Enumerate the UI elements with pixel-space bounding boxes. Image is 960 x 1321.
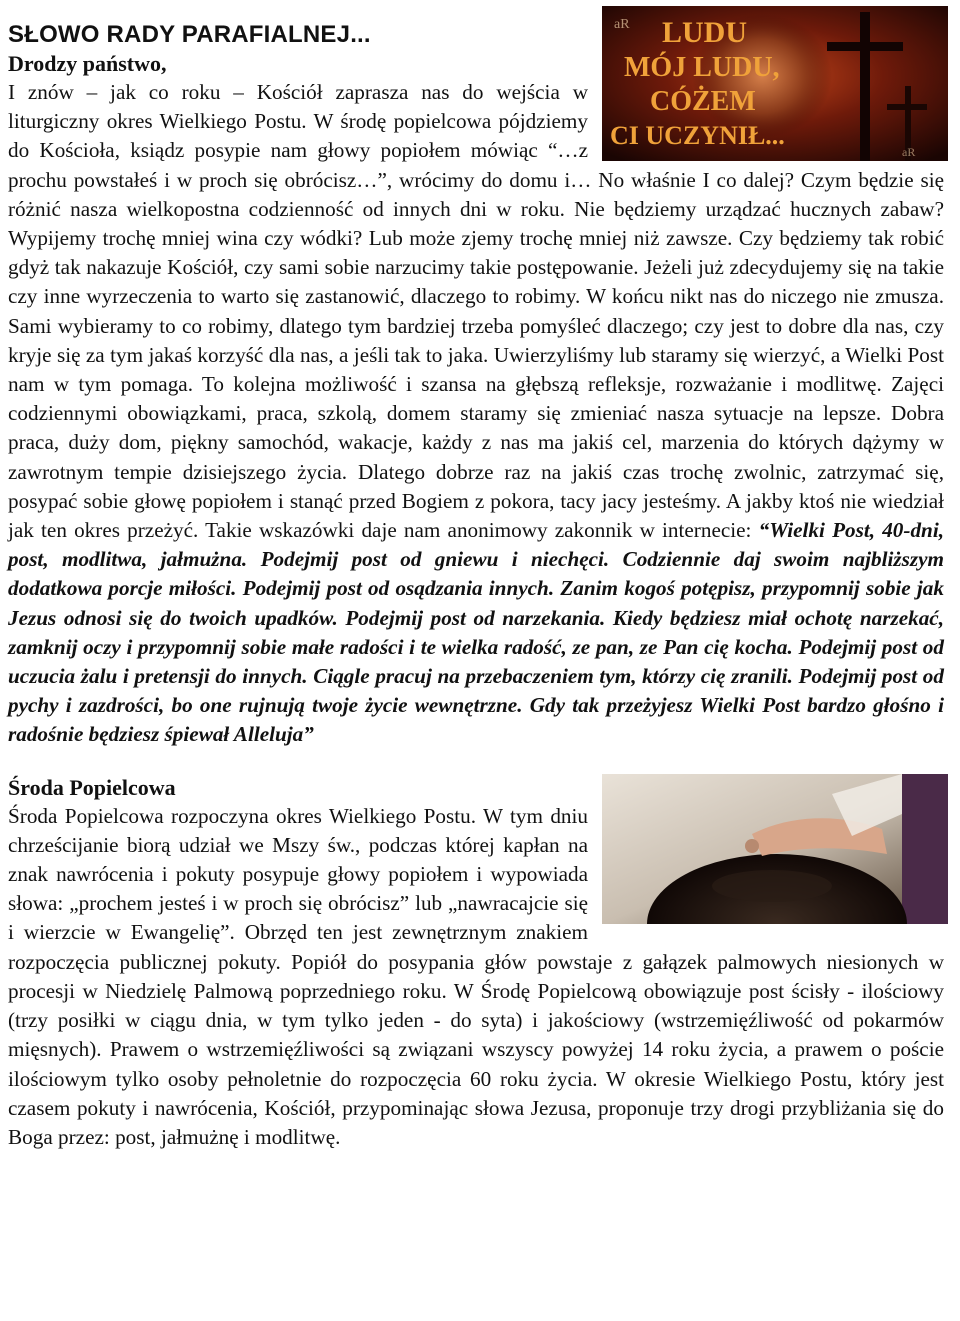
main-paragraph [8,78,944,750]
page-title: SŁOWO RADY PARAFIALNEJ... [8,21,371,48]
paragraph-text: I znów – jak co roku – Kościół zaprasza nas do wejścia w liturgiczny okres Wielkiego Postu. W środę popielcowa pójdziemy do Kościoła, ksiądz posypie nam głowy popiołem mówiąc “…z prochu powstałeś i w proch się obrócisz…”, wrócimy do domu i… No właśnie I co dalej? Czym będzie się różnić nasza wielkopostna codzienność od innych dni w roku. Nie będziemy urządzać hucznych zabaw? Wypijemy trochę mniej wina czy wódki? Lub może zjemy trochę mniej niż zawsze. Czy będziemy tak robić gdyż tak nakazuje Kościół, czy sami sobie narzucimy takie postępowanie. Jeżeli już zdecydujemy się na takie czy inne wyrzeczenia to warto się zastanowić, dlaczego to robimy. W końcu nikt nas do niczego nie zmusza. Sami wybieramy to co robimy, dlatego tym bardziej trzeba pomyśleć dlaczego; czy jest to dobre dla nas, czy kryje się za tym jakaś korzyść dla nas, a jeśli tak to jaka. Uwierzyliśmy lub staramy się wierzyć, a Wielki Post nam w tym pomaga. To kolejna możliwość i szansa na głębszą refleksje, rozważanie i modlitwę. Zajęci codziennymi obowiązkami, praca, szkolą, domem staramy się zmieniać nasza sytuacje na lepsze. Dobra praca, duży dom, piękny samochód, wakacje, każdy z nas ma jakiś cel, marzenia do których dążymy w zawrotnym tempie dzisiejszego życia. Dlatego dobrze raz na jakiś czas trochę zwolnic, zatrzymać się, posypać sobie głowę popiołem i stanąć przed Bogiem z pokora, tacy jacy jesteśmy. A jakby ktoś nie wiedział jak ten okres przeżyć. Takie wskazówki daje nam anonimowy zakonnik w internecie: [8,80,944,543]
ashes-picture [602,774,948,924]
image-caption-line: MÓJ LUDU, [624,52,780,83]
section-spacer [8,750,944,774]
document-page [8,14,944,1152]
ash-wednesday-paragraph: Środa Popielcowa rozpoczyna okres Wielkiego Postu. W tym dniu chrześcijanie biorą udział we Mszy św., podczas której kapłan na znak nawrócenia i pokuty posypuje głowy popiołem i wypowiada słowa: „prochem jesteś i w proch się obrócisz” lub „nawracajcie się i wierzcie w Ewangelię”. Obrzęd ten jest zewnętrznym znakiem rozpoczęcia publicznej pokuty. Popiół do posypania głów powstaje z gałązek palmowych niesionych w procesji w Niedzielę Palmową poprzedniego roku. W Środę Popielcową obowiązuje post ścisły - ilościowy (trzy posiłki w ciągu dnia, w tym tylko jeden - do syta) i jakościowy (wstrzemięźliwość od pokarmów mięsnych). Prawem o wstrzemięźliwości są związani wszyscy powyżej 14 roku życia, a prawem o poście ilościowym tylko osoby pełnoletnie do rozpoczęcia 60 roku życia. W okresie Wielkiego Postu, który jest czasem pokuty i nawrócenia, Kościół, przypominając słowa Jezusa, proponuje trzy drogi przybliżania się do Boga przez: post, jałmużnę i modlitwę. [8,803,944,1149]
image-caption-line: CI UCZYNIŁ... [610,121,785,150]
image-caption-line: LUDU [662,16,748,49]
image-watermark: aR [614,17,630,32]
crucifix-picture [602,6,948,161]
monk-quote: “Wielki Post, 40-dni, post, modlitwa, jałmużna. Podejmij post od gniewu i niechęci. Codziennie daj swoim najbliższym dodatkowa porcje miłości. Podejmij post od osądzania innych. Zanim kogoś potępisz, przypomnij sobie jak Jezus odnosi się do twoich upadków. Podejmij post od narzekania. Kiedy będziesz miał ochotę narzekać, zamknij oczy i przypomnij sobie małe radości i te wielka radość, ze pan, ze Pan cię kocha. Podejmij post od uczucia żalu i pretensji do innych. Ciągle pracuj na przebaczeniem tym, którzy cię zranili. Podejmij post od pychy i zazdrości, bo one rujnują twoje życie wewnętrzne. Gdy tak przeżyjesz Wielki Post bardzo głośno i radośnie będziesz śpiewał Alleluja” [8,518,945,747]
greeting: Drodzy państwo, [8,51,167,76]
ash-wednesday-image [602,774,948,924]
image-caption-line: CÓŻEM [650,86,756,117]
image-watermark: aR [902,145,916,159]
section-title: Środa Popielcowa [8,774,176,800]
lent-header-image [602,6,948,161]
